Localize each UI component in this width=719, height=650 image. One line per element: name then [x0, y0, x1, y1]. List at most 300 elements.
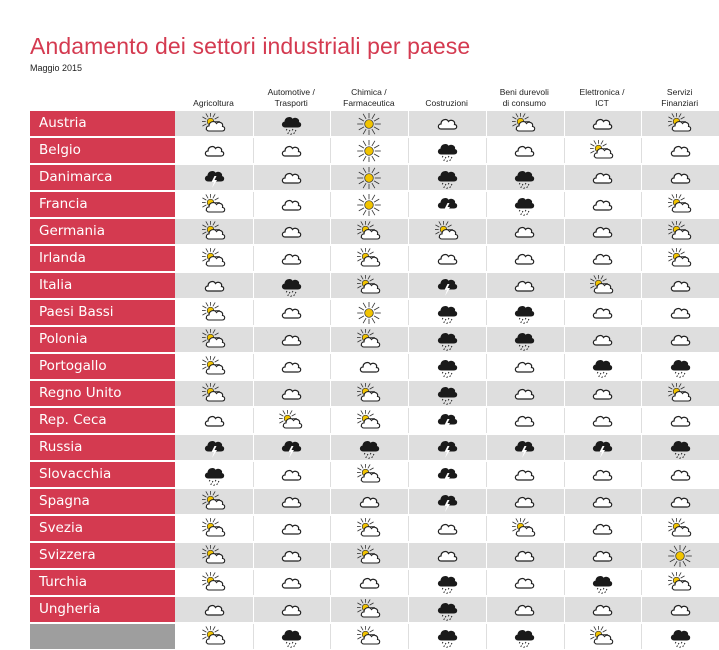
sun-behind-cloud-icon: [357, 410, 381, 432]
rain-cloud-icon: [202, 464, 226, 486]
column-separator: [641, 489, 642, 514]
column-separator: [253, 354, 254, 379]
weather-cell: [330, 192, 407, 217]
column-separator: [641, 435, 642, 460]
column-header-6: [564, 87, 641, 109]
column-separator: [564, 381, 565, 406]
column-separator: [330, 435, 331, 460]
cloud-icon: [590, 464, 614, 486]
column-separator: [641, 570, 642, 595]
column-separator: [564, 354, 565, 379]
column-separator: [408, 543, 409, 568]
weather-cell: [408, 111, 485, 136]
table-row: [30, 407, 719, 434]
column-separator: [564, 192, 565, 217]
weather-cell: [564, 543, 641, 568]
column-separator: [486, 246, 487, 271]
weather-cell: [641, 597, 718, 622]
storm-cloud-icon: [435, 464, 459, 486]
weather-cell: [253, 435, 330, 460]
weather-cell: [175, 435, 252, 460]
column-separator: [408, 111, 409, 136]
cloud-icon: [279, 329, 303, 351]
rain-cloud-icon: [435, 167, 459, 189]
chart-title: Andamento dei settori industriali per paese: [30, 33, 471, 59]
cloud-icon: [512, 221, 536, 243]
weather-cell: [641, 192, 718, 217]
weather-cell: [564, 165, 641, 190]
cloud-icon: [590, 221, 614, 243]
column-separator: [330, 327, 331, 352]
country-label: Spagna: [30, 489, 175, 514]
column-separator: [641, 408, 642, 433]
table-row: [30, 137, 719, 164]
sun-behind-cloud-icon: [202, 572, 226, 594]
column-separator: [408, 300, 409, 325]
weather-cell: [641, 489, 718, 514]
cloud-icon: [279, 140, 303, 162]
column-separator: [641, 516, 642, 541]
storm-cloud-icon: [590, 437, 614, 459]
cloud-icon: [435, 518, 459, 540]
cloud-icon: [512, 383, 536, 405]
cloud-icon: [279, 599, 303, 621]
column-separator: [486, 516, 487, 541]
sun-behind-cloud-icon: [357, 545, 381, 567]
rain-cloud-icon: [435, 356, 459, 378]
weather-cell: [175, 462, 252, 487]
cloud-icon: [279, 302, 303, 324]
weather-cell: [253, 192, 330, 217]
country-label: Svezia: [30, 516, 175, 541]
cloud-icon: [357, 572, 381, 594]
weather-cell: [175, 489, 252, 514]
weather-cell: [175, 516, 252, 541]
column-separator: [253, 381, 254, 406]
table-row: [30, 245, 719, 272]
column-separator: [330, 516, 331, 541]
sun-behind-cloud-icon: [668, 383, 692, 405]
column-separator: [330, 381, 331, 406]
weather-cell: [408, 516, 485, 541]
column-header-row: [175, 79, 719, 109]
country-label: [30, 624, 175, 649]
sun-icon: [357, 113, 381, 135]
weather-cell: [330, 300, 407, 325]
weather-table: [30, 110, 719, 650]
column-separator: [408, 516, 409, 541]
weather-cell: [330, 165, 407, 190]
sun-behind-cloud-icon: [202, 248, 226, 270]
country-label: Slovacchia: [30, 462, 175, 487]
column-separator: [408, 327, 409, 352]
weather-cell: [564, 192, 641, 217]
cloud-icon: [512, 572, 536, 594]
column-separator: [564, 408, 565, 433]
weather-cell: [641, 300, 718, 325]
cloud-icon: [357, 356, 381, 378]
column-separator: [253, 165, 254, 190]
cloud-icon: [512, 464, 536, 486]
weather-cell: [564, 327, 641, 352]
column-separator: [486, 597, 487, 622]
weather-cell: [253, 354, 330, 379]
column-separator: [564, 543, 565, 568]
table-row: [30, 569, 719, 596]
column-separator: [253, 111, 254, 136]
sun-behind-cloud-icon: [668, 194, 692, 216]
column-separator: [408, 435, 409, 460]
column-separator: [330, 165, 331, 190]
weather-cell: [175, 354, 252, 379]
cloud-icon: [590, 167, 614, 189]
table-row: [30, 542, 719, 569]
column-separator: [486, 327, 487, 352]
weather-cell: [564, 273, 641, 298]
weather-cell: [408, 246, 485, 271]
cloud-icon: [279, 221, 303, 243]
country-label: Danimarca: [30, 165, 175, 190]
weather-cell: [564, 435, 641, 460]
weather-cell: [486, 435, 563, 460]
column-separator: [564, 138, 565, 163]
column-separator: [486, 570, 487, 595]
sun-behind-cloud-icon: [357, 248, 381, 270]
weather-cell: [486, 111, 563, 136]
weather-cell: [408, 165, 485, 190]
column-separator: [641, 381, 642, 406]
weather-cell: [564, 111, 641, 136]
weather-cell: [253, 489, 330, 514]
weather-cell: [486, 246, 563, 271]
country-label: Svizzera: [30, 543, 175, 568]
weather-cell: [330, 462, 407, 487]
column-separator: [641, 246, 642, 271]
weather-cell: [486, 219, 563, 244]
column-separator: [641, 597, 642, 622]
table-row: [30, 164, 719, 191]
table-row: [30, 218, 719, 245]
column-separator: [253, 219, 254, 244]
column-separator: [486, 300, 487, 325]
cloud-icon: [590, 410, 614, 432]
storm-cloud-icon: [512, 437, 536, 459]
weather-cell: [253, 246, 330, 271]
weather-cell: [564, 570, 641, 595]
cloud-icon: [512, 545, 536, 567]
table-row: [30, 515, 719, 542]
weather-cell: [486, 327, 563, 352]
sun-icon: [357, 167, 381, 189]
weather-cell: [330, 327, 407, 352]
table-row: [30, 191, 719, 218]
storm-cloud-icon: [435, 410, 459, 432]
weather-cell: [408, 273, 485, 298]
column-separator: [408, 138, 409, 163]
weather-cell: [486, 165, 563, 190]
storm-cloud-icon: [435, 275, 459, 297]
weather-cell: [408, 462, 485, 487]
cloud-icon: [435, 113, 459, 135]
column-header-5: [486, 87, 563, 109]
column-separator: [408, 273, 409, 298]
weather-cell: [486, 354, 563, 379]
weather-cell: [253, 462, 330, 487]
weather-cell: [330, 111, 407, 136]
weather-cell: [564, 624, 641, 649]
weather-cell: [641, 354, 718, 379]
column-header-line: Servizi: [666, 87, 693, 97]
weather-cell: [486, 597, 563, 622]
sun-behind-cloud-icon: [202, 356, 226, 378]
column-header-line: Farmaceutica: [343, 98, 395, 108]
country-label: Turchia: [30, 570, 175, 595]
column-separator: [641, 300, 642, 325]
table-row: [30, 380, 719, 407]
weather-cell: [641, 219, 718, 244]
weather-cell: [486, 624, 563, 649]
column-separator: [408, 246, 409, 271]
column-separator: [330, 489, 331, 514]
weather-cell: [253, 408, 330, 433]
column-separator: [641, 462, 642, 487]
weather-cell: [175, 408, 252, 433]
column-separator: [330, 273, 331, 298]
weather-cell: [253, 543, 330, 568]
weather-cell: [175, 624, 252, 649]
weather-cell: [641, 381, 718, 406]
rain-cloud-icon: [435, 383, 459, 405]
column-separator: [564, 219, 565, 244]
column-separator: [253, 597, 254, 622]
cloud-icon: [668, 275, 692, 297]
column-separator: [408, 462, 409, 487]
column-header-line: Finanziari: [661, 98, 699, 108]
weather-cell: [408, 354, 485, 379]
column-separator: [408, 381, 409, 406]
weather-cell: [175, 543, 252, 568]
sun-behind-cloud-icon: [279, 410, 303, 432]
rain-cloud-icon: [279, 275, 303, 297]
cloud-icon: [202, 599, 226, 621]
cloud-icon: [279, 248, 303, 270]
weather-cell: [253, 570, 330, 595]
column-separator: [253, 192, 254, 217]
column-header-2: [253, 87, 330, 109]
column-separator: [564, 246, 565, 271]
cloud-icon: [512, 356, 536, 378]
country-label: Italia: [30, 273, 175, 298]
column-separator: [408, 408, 409, 433]
column-header-line: di consumo: [502, 98, 547, 108]
column-separator: [486, 354, 487, 379]
column-separator: [253, 489, 254, 514]
cloud-icon: [590, 248, 614, 270]
cloud-icon: [279, 518, 303, 540]
column-separator: [564, 111, 565, 136]
column-separator: [486, 273, 487, 298]
column-separator: [641, 273, 642, 298]
country-label: Regno Unito: [30, 381, 175, 406]
country-label: Ungheria: [30, 597, 175, 622]
column-separator: [408, 570, 409, 595]
weather-cell: [641, 111, 718, 136]
weather-cell: [330, 516, 407, 541]
cloud-icon: [590, 194, 614, 216]
column-separator: [641, 543, 642, 568]
table-row: [30, 623, 719, 650]
cloud-icon: [590, 329, 614, 351]
column-header-1: [175, 98, 252, 109]
cloud-icon: [512, 275, 536, 297]
country-label: Germania: [30, 219, 175, 244]
column-separator: [641, 327, 642, 352]
cloud-icon: [590, 599, 614, 621]
country-label: Belgio: [30, 138, 175, 163]
rain-cloud-icon: [512, 626, 536, 648]
sun-behind-cloud-icon: [357, 464, 381, 486]
weather-cell: [408, 408, 485, 433]
weather-cell: [641, 273, 718, 298]
column-separator: [641, 138, 642, 163]
rain-cloud-icon: [590, 356, 614, 378]
weather-cell: [564, 300, 641, 325]
weather-cell: [486, 489, 563, 514]
weather-cell: [175, 273, 252, 298]
weather-cell: [641, 165, 718, 190]
cloud-icon: [357, 491, 381, 513]
weather-cell: [486, 516, 563, 541]
cloud-icon: [668, 167, 692, 189]
cloud-icon: [668, 329, 692, 351]
column-header-line: Costruzioni: [425, 98, 468, 108]
column-separator: [641, 111, 642, 136]
weather-cell: [641, 435, 718, 460]
column-separator: [253, 543, 254, 568]
weather-cell: [330, 597, 407, 622]
column-header-line: Agricoltura: [193, 98, 234, 108]
weather-cell: [330, 435, 407, 460]
weather-cell: [408, 300, 485, 325]
column-separator: [330, 138, 331, 163]
weather-cell: [253, 327, 330, 352]
weather-cell: [253, 516, 330, 541]
column-separator: [641, 624, 642, 649]
sun-behind-cloud-icon: [668, 113, 692, 135]
cloud-icon: [279, 464, 303, 486]
sun-behind-cloud-icon: [668, 248, 692, 270]
column-separator: [564, 327, 565, 352]
rain-cloud-icon: [279, 113, 303, 135]
weather-cell: [564, 489, 641, 514]
rain-cloud-icon: [512, 167, 536, 189]
cloud-icon: [590, 383, 614, 405]
weather-cell: [253, 300, 330, 325]
table-row: [30, 488, 719, 515]
column-separator: [253, 327, 254, 352]
sun-behind-cloud-icon: [202, 545, 226, 567]
weather-cell: [175, 219, 252, 244]
column-header-4: [408, 98, 485, 109]
column-separator: [486, 165, 487, 190]
weather-cell: [330, 381, 407, 406]
column-separator: [641, 192, 642, 217]
weather-cell: [408, 570, 485, 595]
weather-cell: [330, 354, 407, 379]
column-separator: [486, 543, 487, 568]
weather-cell: [330, 570, 407, 595]
weather-cell: [486, 138, 563, 163]
sun-behind-cloud-icon: [668, 221, 692, 243]
cloud-icon: [512, 140, 536, 162]
weather-cell: [486, 570, 563, 595]
storm-cloud-icon: [202, 167, 226, 189]
weather-cell: [253, 624, 330, 649]
column-separator: [330, 543, 331, 568]
cloud-icon: [512, 599, 536, 621]
sun-behind-cloud-icon: [202, 626, 226, 648]
sun-behind-cloud-icon: [202, 194, 226, 216]
sun-behind-cloud-icon: [357, 518, 381, 540]
weather-cell: [408, 489, 485, 514]
cloud-icon: [512, 410, 536, 432]
cloud-icon: [279, 194, 303, 216]
weather-cell: [641, 246, 718, 271]
column-separator: [486, 435, 487, 460]
cloud-icon: [668, 599, 692, 621]
cloud-icon: [590, 302, 614, 324]
rain-cloud-icon: [435, 626, 459, 648]
weather-cell: [253, 165, 330, 190]
storm-cloud-icon: [435, 437, 459, 459]
storm-cloud-icon: [279, 437, 303, 459]
cloud-icon: [279, 572, 303, 594]
rain-cloud-icon: [357, 437, 381, 459]
column-separator: [330, 246, 331, 271]
weather-cell: [330, 624, 407, 649]
weather-cell: [408, 543, 485, 568]
sun-behind-cloud-icon: [357, 221, 381, 243]
weather-cell: [641, 570, 718, 595]
storm-cloud-icon: [202, 437, 226, 459]
table-row: [30, 110, 719, 137]
column-separator: [330, 570, 331, 595]
column-separator: [486, 111, 487, 136]
weather-cell: [175, 381, 252, 406]
cloud-icon: [512, 491, 536, 513]
sun-behind-cloud-icon: [668, 572, 692, 594]
column-separator: [330, 462, 331, 487]
table-row: [30, 461, 719, 488]
sun-behind-cloud-icon: [357, 275, 381, 297]
weather-cell: [564, 462, 641, 487]
weather-cell: [408, 381, 485, 406]
rain-cloud-icon: [512, 194, 536, 216]
cloud-icon: [202, 140, 226, 162]
column-separator: [564, 300, 565, 325]
weather-cell: [175, 138, 252, 163]
sun-behind-cloud-icon: [357, 599, 381, 621]
column-separator: [253, 273, 254, 298]
chart-subtitle: Maggio 2015: [30, 63, 83, 73]
weather-cell: [486, 462, 563, 487]
weather-cell: [175, 597, 252, 622]
sun-behind-cloud-icon: [202, 221, 226, 243]
weather-cell: [408, 327, 485, 352]
table-row: [30, 299, 719, 326]
sun-behind-cloud-icon: [202, 302, 226, 324]
weather-cell: [408, 192, 485, 217]
